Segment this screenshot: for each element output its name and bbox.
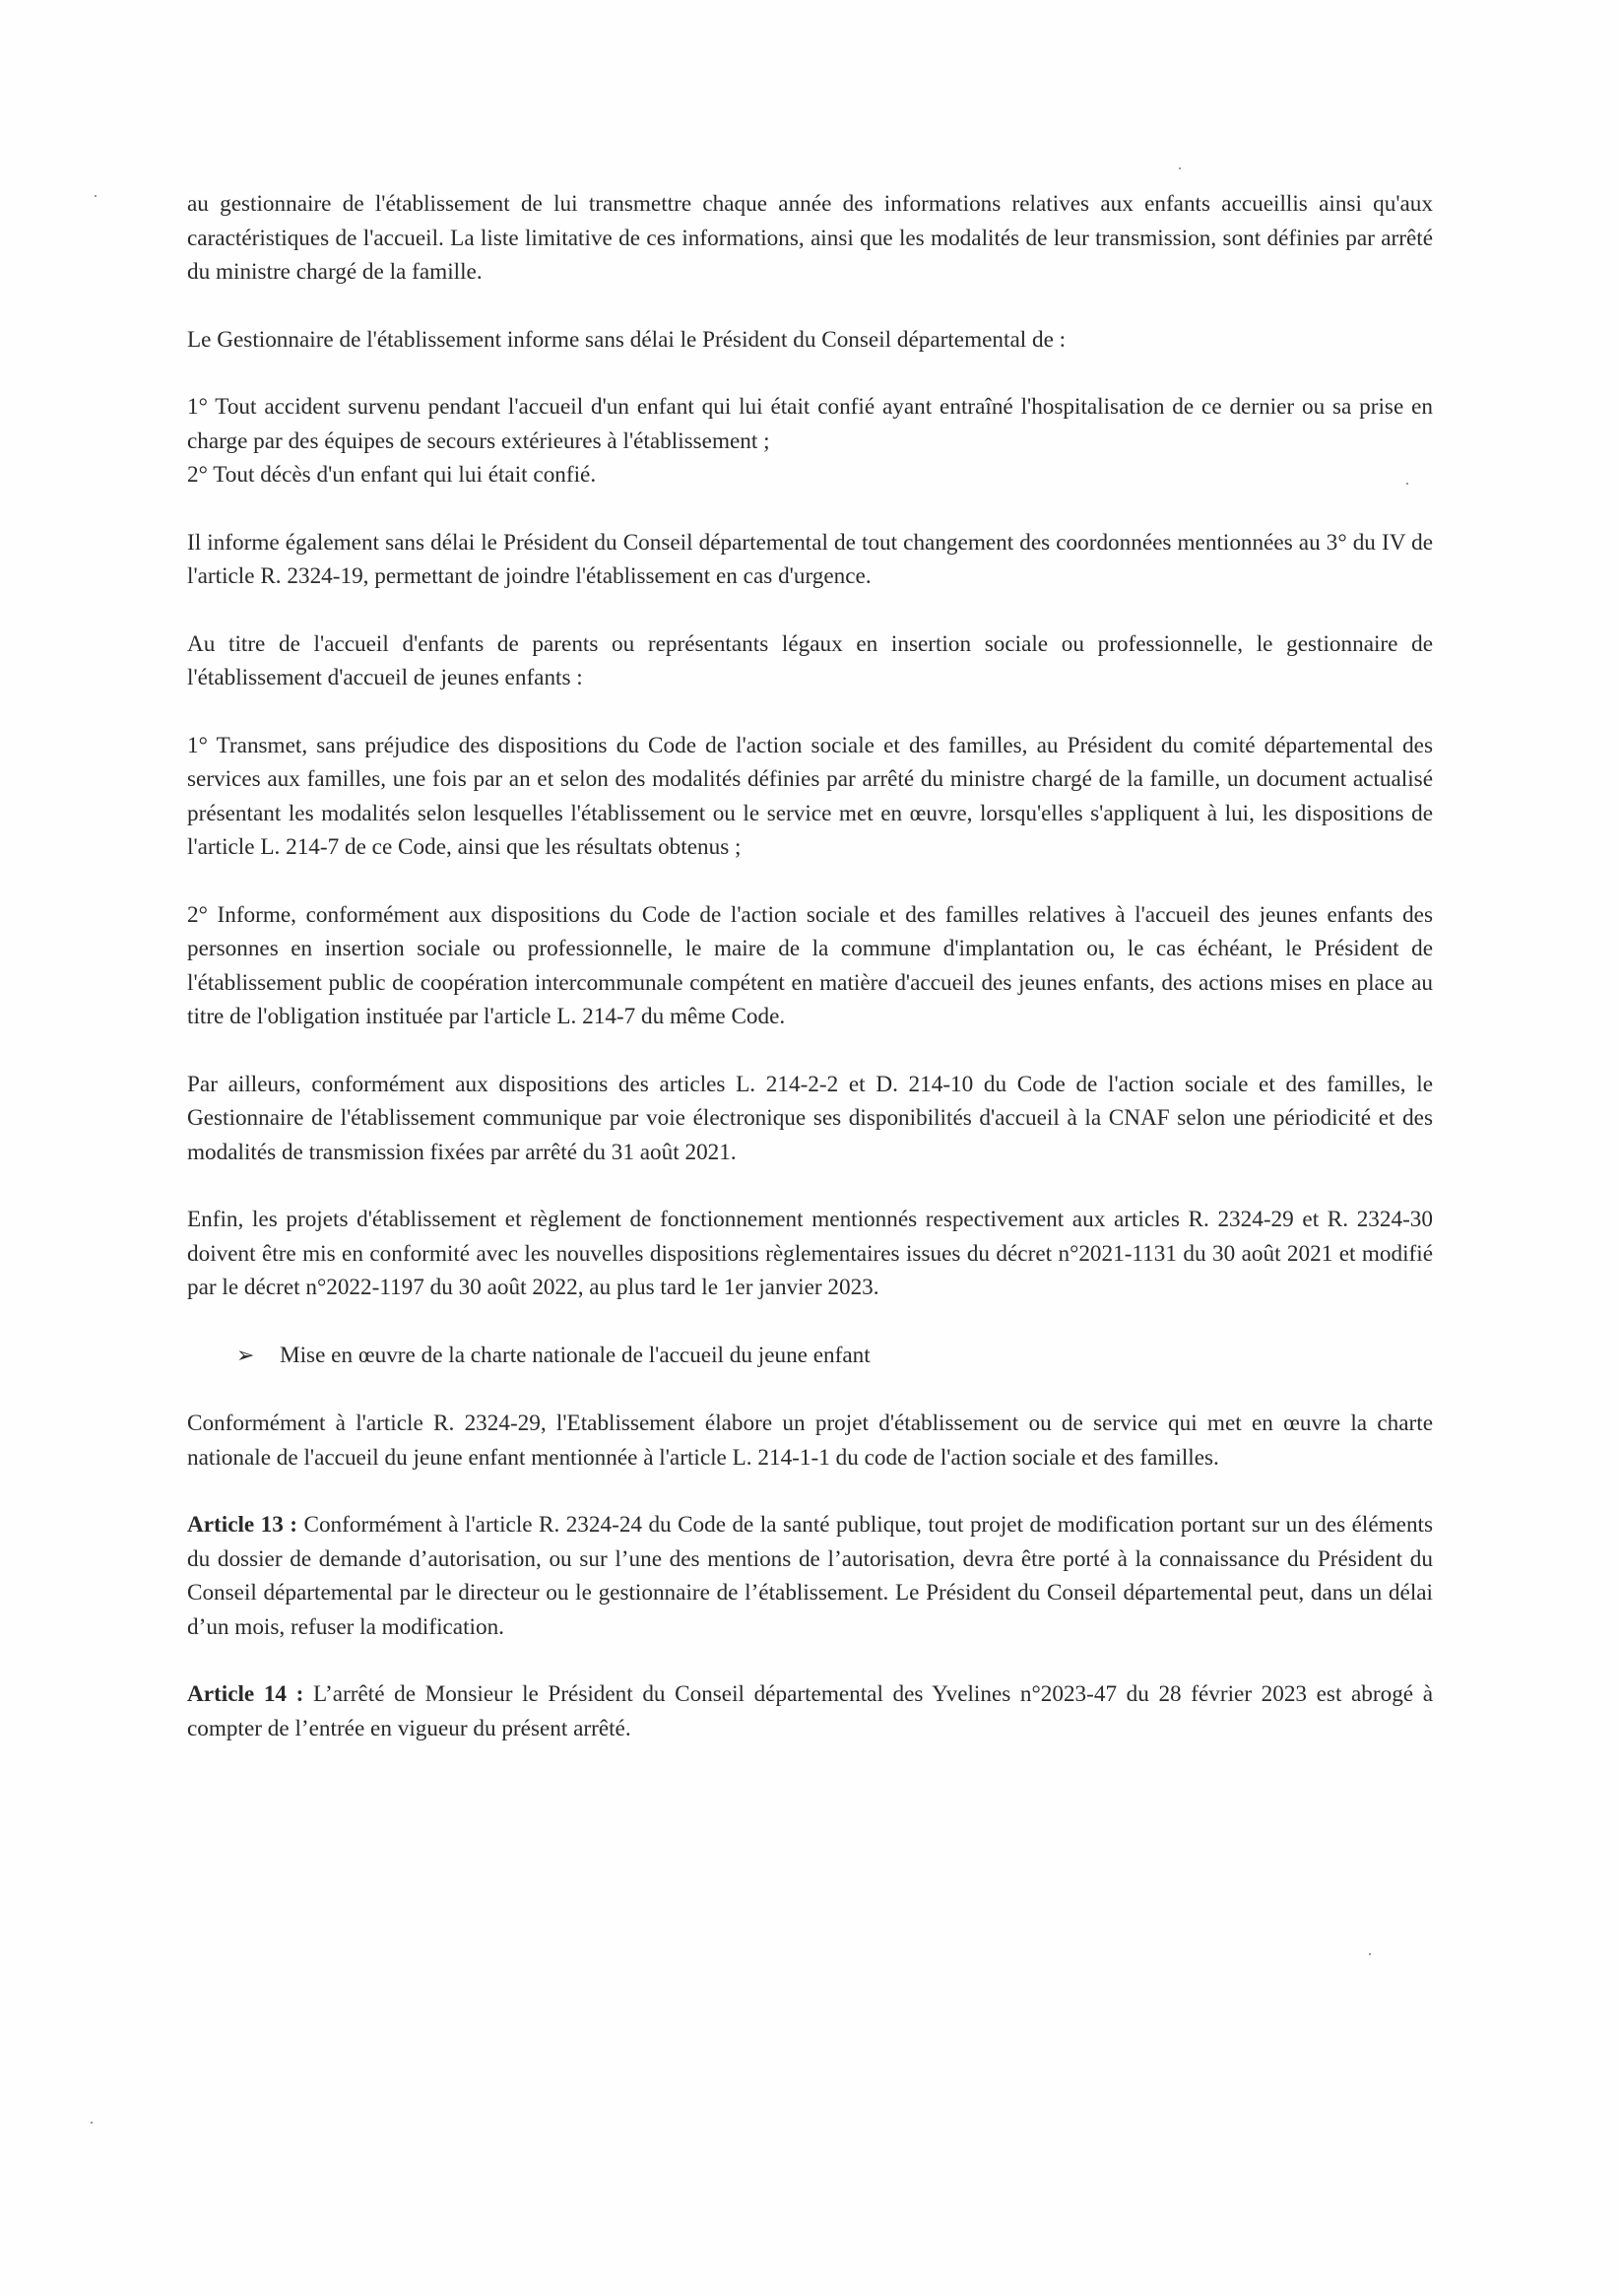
- paragraph-coordonnees: Il informe également sans délai le Président du Conseil départemental de tout changement des coordonnées mentionnées au 3° du IV de l'article R. 2324-19, permettant de joindre l'établissement en cas d'urgence.: [187, 529, 1433, 589]
- paragraph-information-president: Le Gestionnaire de l'établissement informe sans délai le Président du Conseil départemental de :: [187, 326, 1067, 353]
- scan-speck: [95, 195, 97, 197]
- article-14-label: Article 14 :: [187, 1681, 304, 1707]
- article-13-text: Conformément à l'article R. 2324-24 du Code de la santé publique, tout projet de modification portant sur un des éléments du dossier de demande d’autorisation, ou sur l’une des mentions de l’autorisation, devra être porté à la connaissance du Président du Conseil départemental par le directeur ou le gestionnaire de l’établissement. Le Président du Conseil départemental peut, dans un délai d’un mois, refuser la modification.: [187, 1512, 1434, 1640]
- section-heading-text: Mise en œuvre de la charte nationale de l'accueil du jeune enfant: [280, 1342, 871, 1368]
- list-item-deces: 2° Tout décès d'un enfant qui lui était confié.: [187, 462, 597, 488]
- article-13-label: Article 13 :: [187, 1512, 298, 1538]
- article-13: [187, 1508, 1433, 1644]
- article-14-text: L’arrêté de Monsieur le Président du Conseil départemental des Yvelines n°2023-47 du 28 février 2023 est abrogé à compter de l’entrée en vigueur du présent arrêté.: [187, 1681, 1433, 1741]
- arrow-bullet-icon: ➢: [236, 1343, 255, 1368]
- paragraph-conformite: Enfin, les projets d'établissement et règlement de fonctionnement mentionnés respectivement aux articles R. 2324-29 et R. 2324-30 doivent être mis en conformité avec les nouvelles dispositions règlementaires issues du décret n°2021-1131 du 30 août 2021 et modifié par le décret n°2022-1197 du 30 août 2022, au plus tard le 1er janvier 2023.: [187, 1207, 1433, 1300]
- article-14: [187, 1677, 1433, 1745]
- paragraph-insertion: Au titre de l'accueil d'enfants de parents ou représentants légaux en insertion sociale ou professionnelle, le gestionnaire de l'établissement d'accueil de jeunes enfants :: [187, 630, 1433, 690]
- list-item-transmet: 1° Transmet, sans préjudice des dispositions du Code de l'action sociale et des familles, au Président du comité départemental des services aux familles, une fois par an et selon des modalités définies par arrêté du ministre chargé de la famille, un document actualisé présentant les modalités selon lesquelles l'établissement ou le service met en œuvre, lorsqu'elles s'appliquent à lui, les dispositions de l'article L. 214-7 de ce Code, ainsi que les résultats obtenus ;: [187, 732, 1433, 860]
- section-heading-charte: [187, 1339, 1433, 1374]
- paragraph-transmission: au gestionnaire de l'établissement de lui transmettre chaque année des informations relatives aux enfants accueillis ainsi qu'aux caractéristiques de l'accueil. La liste limitative de ces informations, ainsi que les modalités de leur transmission, sont définies par arrêté du ministre chargé de la famille.: [187, 191, 1433, 285]
- list-item-informe: 2° Informe, conformément aux dispositions du Code de l'action sociale et des familles relatives à l'accueil des jeunes enfants des personnes en insertion sociale ou professionnelle, le maire de la commune d'implantation ou, le cas échéant, le Président de l'établissement public de coopération intercommunale compétent en matière d'accueil des jeunes enfants, des actions mises en place au titre de l'obligation instituée par l'article L. 214-7 du même Code.: [187, 901, 1433, 1029]
- scan-speck: [91, 2122, 93, 2124]
- paragraph-charte: Conformément à l'article R. 2324-29, l'Etablissement élabore un projet d'établissement ou de service qui met en œuvre la charte nationale de l'accueil du jeune enfant mentionnée à l'article L. 214-1-1 du code de l'action sociale et des familles.: [187, 1410, 1433, 1471]
- paragraph-cnaf: Par ailleurs, conformément aux dispositions des articles L. 214-2-2 et D. 214-10 du Code de l'action sociale et des familles, le Gestionnaire de l'établissement communique par voie électronique ses disponibilités d'accueil à la CNAF selon une périodicité et des modalités de transmission fixées par arrêté du 31 août 2021.: [187, 1071, 1433, 1165]
- scan-speck: [1179, 167, 1181, 169]
- list-item-accident: 1° Tout accident survenu pendant l'accueil d'un enfant qui lui était confié ayant entraîné l'hospitalisation de ce dernier ou sa prise en charge par des équipes de secours extérieures à l'établissement ;: [187, 394, 1433, 454]
- scan-speck: [1369, 1953, 1371, 1955]
- document-body: [187, 187, 1433, 1779]
